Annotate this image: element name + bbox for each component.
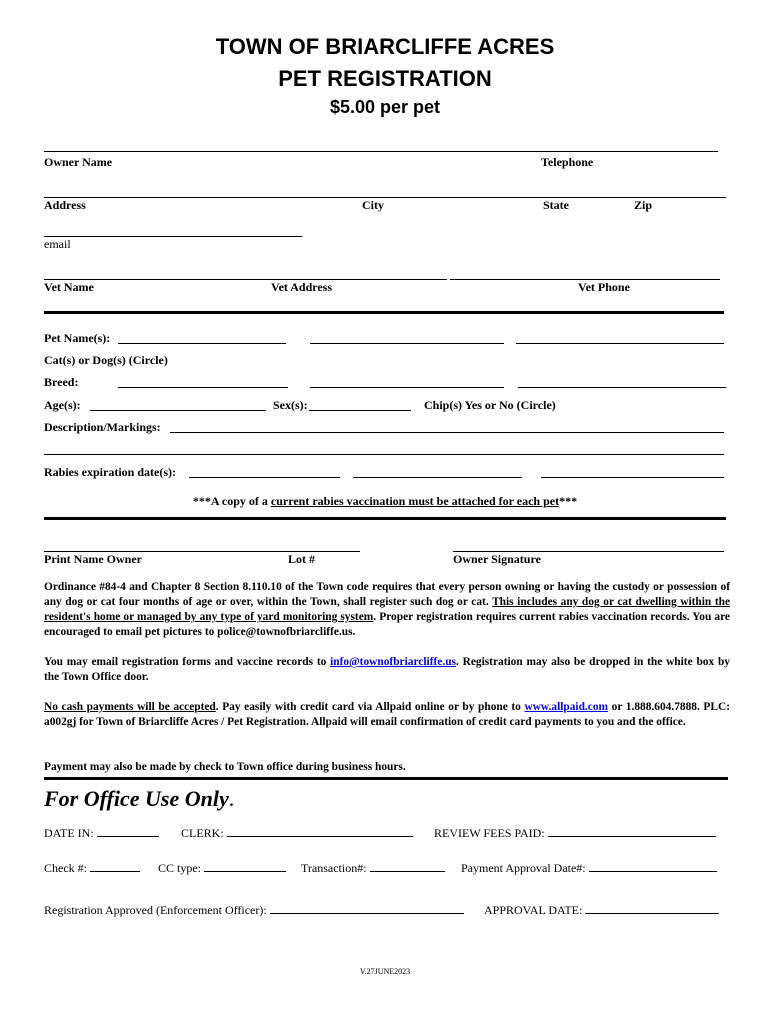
section-divider-1 bbox=[44, 311, 724, 314]
form-title-line2: PET REGISTRATION bbox=[278, 66, 492, 91]
reg-approved-line[interactable] bbox=[270, 904, 464, 914]
approval-date-field bbox=[484, 903, 719, 918]
info-email-link[interactable]: info@townofbriarcliffe.us bbox=[330, 656, 456, 668]
clerk-field bbox=[181, 826, 413, 841]
description-label: Description/Markings: bbox=[44, 420, 161, 434]
chips-label: Chip(s) Yes or No (Circle) bbox=[424, 398, 556, 412]
description-line-2[interactable] bbox=[44, 454, 724, 455]
pet-name-line-2[interactable] bbox=[310, 343, 504, 344]
breed-line-3[interactable] bbox=[518, 387, 726, 388]
owner-name-line[interactable] bbox=[44, 151, 718, 152]
review-fees-field bbox=[434, 826, 716, 841]
breed-label: Breed: bbox=[44, 375, 79, 389]
sexes-line[interactable] bbox=[309, 410, 411, 411]
payment-approval-label: Payment Approval Date#: bbox=[461, 861, 586, 875]
date-in-line[interactable] bbox=[97, 827, 159, 837]
ordinance-paragraph bbox=[44, 580, 730, 640]
breed-line-1[interactable] bbox=[118, 387, 288, 388]
cc-type-line[interactable] bbox=[204, 862, 286, 872]
ordinance-text-a: Ordinance #84-4 and Chapter 8 Section 8.110.10 of the Town code requires that every person owning or having the custody or possession of any dog or cat four months of age or over, within the Town, shall register such dog or cat. bbox=[44, 581, 730, 608]
rabies-label: Rabies expiration date(s): bbox=[44, 465, 176, 479]
email-text-a: You may email registration forms and vaccine records to bbox=[44, 656, 331, 668]
cc-type-field bbox=[158, 861, 286, 876]
lot-label: Lot # bbox=[288, 552, 315, 566]
vet-name-address-line[interactable] bbox=[44, 279, 447, 280]
payment-approval-field bbox=[461, 861, 717, 876]
city-label: City bbox=[362, 198, 384, 212]
rabies-line-2[interactable] bbox=[353, 477, 522, 478]
no-cash-text: No cash payments will be accepted bbox=[44, 701, 216, 713]
office-use-heading-dot: . bbox=[228, 786, 235, 811]
ages-line[interactable] bbox=[90, 410, 266, 411]
reg-approved-field bbox=[44, 903, 464, 918]
payment-text-b: or 1.888.604.7888. PLC: a002gj for Town of Briarcliffe Acres / Pet Registration. Allpaid will email confirmation of credit card payments to you and the office. bbox=[44, 701, 730, 728]
section-divider-3 bbox=[44, 777, 728, 780]
state-label: State bbox=[543, 198, 569, 212]
office-use-heading bbox=[44, 786, 234, 812]
approval-date-label: APPROVAL DATE: bbox=[484, 903, 583, 917]
vet-name-label: Vet Name bbox=[44, 280, 94, 294]
owner-signature-label: Owner Signature bbox=[453, 552, 541, 566]
ages-label: Age(s): bbox=[44, 398, 81, 412]
rabies-copy-pre: ***A copy of a bbox=[192, 494, 271, 508]
transaction-field bbox=[301, 861, 445, 876]
vet-address-label: Vet Address bbox=[271, 280, 333, 294]
address-label: Address bbox=[44, 198, 86, 212]
pet-name-line-3[interactable] bbox=[516, 343, 724, 344]
clerk-line[interactable] bbox=[227, 827, 413, 837]
payment-approval-line[interactable] bbox=[589, 862, 717, 872]
fee-text: $5.00 per pet bbox=[329, 97, 441, 117]
email-text-b: . Registration may also be dropped in the white box by the Town Office door. bbox=[44, 656, 730, 683]
vet-phone-label: Vet Phone bbox=[578, 280, 630, 294]
pet-names-label: Pet Name(s): bbox=[44, 331, 111, 345]
email-label: email bbox=[44, 237, 71, 251]
description-line-1[interactable] bbox=[170, 432, 724, 433]
sexes-label: Sex(s): bbox=[273, 398, 308, 412]
rabies-copy-underlined: current rabies vaccination must be attached for each pet bbox=[270, 494, 560, 508]
form-title-line1: TOWN OF BRIARCLIFFE ACRES bbox=[215, 34, 555, 59]
address-line[interactable] bbox=[44, 197, 726, 198]
review-fees-label: REVIEW FEES PAID: bbox=[434, 826, 545, 840]
transaction-label: Transaction#: bbox=[301, 861, 367, 875]
check-no-label: Check #: bbox=[44, 861, 87, 875]
breed-line-2[interactable] bbox=[310, 387, 504, 388]
reg-approved-label: Registration Approved (Enforcement Officer): bbox=[44, 903, 267, 917]
date-in-label: DATE IN: bbox=[44, 826, 94, 840]
cat-dog-label: Cat(s) or Dog(s) (Circle) bbox=[44, 353, 168, 367]
approval-date-line[interactable] bbox=[585, 904, 719, 914]
pet-name-line-1[interactable] bbox=[118, 343, 286, 344]
email-line[interactable] bbox=[44, 236, 302, 237]
payment-paragraph bbox=[44, 700, 730, 730]
zip-label: Zip bbox=[634, 198, 653, 212]
section-divider-2 bbox=[44, 517, 726, 520]
transaction-line[interactable] bbox=[370, 862, 445, 872]
office-use-heading-text: For Office Use Only bbox=[44, 786, 229, 811]
check-no-line[interactable] bbox=[90, 862, 140, 872]
rabies-line-1[interactable] bbox=[189, 477, 340, 478]
cc-type-label: CC type: bbox=[158, 861, 202, 875]
ordinance-text-underlined: This includes any dog or cat dwelling within the resident's home or managed by any type of yard monitoring system bbox=[44, 596, 730, 623]
telephone-label: Telephone bbox=[541, 155, 594, 169]
allpaid-link[interactable]: www.allpaid.com bbox=[524, 701, 609, 713]
check-no-field bbox=[44, 861, 140, 876]
clerk-label: CLERK: bbox=[181, 826, 224, 840]
print-name-label: Print Name Owner bbox=[44, 552, 142, 566]
rabies-line-3[interactable] bbox=[541, 477, 724, 478]
ordinance-text-b: . Proper registration requires current rabies vaccination records. You are encouraged to email pet pictures to police@townofbriarcliffe.us. bbox=[44, 611, 730, 638]
version-footer: V.27JUNE2023 bbox=[359, 967, 411, 976]
review-fees-line[interactable] bbox=[548, 827, 716, 837]
email-paragraph bbox=[44, 655, 730, 685]
payment-text-a: . Pay easily with credit card via Allpaid online or by phone to bbox=[215, 701, 525, 713]
rabies-copy-notice bbox=[0, 494, 770, 509]
owner-name-label: Owner Name bbox=[44, 155, 113, 169]
rabies-copy-post: *** bbox=[559, 494, 578, 508]
check-paragraph: Payment may also be made by check to Town office during business hours. bbox=[44, 761, 406, 773]
date-in-field bbox=[44, 826, 159, 841]
